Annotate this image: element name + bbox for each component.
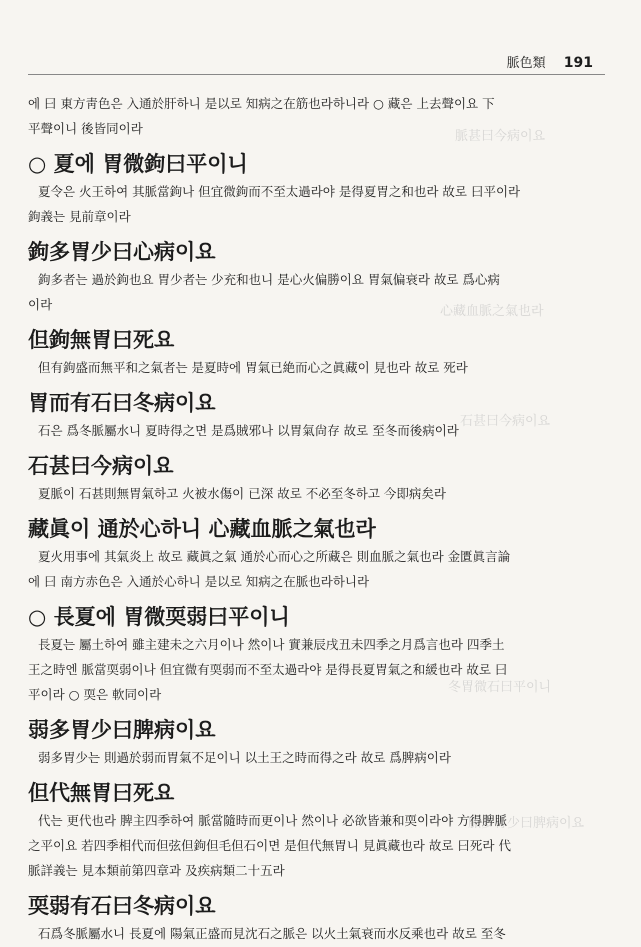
bleed-through-text: 心藏血脈之氣也라 <box>440 304 544 319</box>
bleed-through-text: 石甚曰今病이요 <box>460 414 551 429</box>
section-heading: ○ 長夏에 胃微耎弱曰平이니 <box>28 604 290 629</box>
section-heading: 耎弱有石曰冬病이요 <box>28 893 216 918</box>
commentary-line: 弱多胃少는 則過於弱而胃氣不足이니 以土王之時而得之라 故로 爲脾病이라 <box>38 750 451 765</box>
commentary-line: 但有鉤盛而無平和之氣者는 是夏時에 胃氣已絶而心之眞藏이 見也라 故로 死라 <box>38 360 468 375</box>
section-heading: 胃而有石曰冬病이요 <box>28 390 216 415</box>
commentary-line: 石은 爲冬脈屬水니 夏時得之면 是爲賊邪나 以胃氣尙存 故로 至冬而後病이라 <box>38 423 459 438</box>
commentary-line: 鉤義는 見前章이라 <box>28 209 131 224</box>
section-heading: 石甚曰今病이요 <box>28 453 174 478</box>
commentary-line: 夏火用事에 其氣炎上 故로 藏眞之氣 通於心而心之所藏은 則血脈之氣也라 金匱眞言論 <box>38 549 511 564</box>
commentary-line: 鉤多者는 過於鉤也요 胃少者는 少充和也니 是心火偏勝이요 胃氣偏衰라 故로 爲心病 <box>38 272 500 287</box>
section-heading: 但代無胃曰死요 <box>28 780 175 805</box>
bleed-through-text: 冬胃微石曰平이니 <box>448 680 552 695</box>
commentary-line: 之平이요 若四季相代而但弦但鉤但毛但石이면 是但代無胃니 見眞藏也라 故로 曰死라 代 <box>28 838 511 853</box>
body-line: 平聲이니 後皆同이라 <box>28 121 143 136</box>
header-rule <box>28 74 605 75</box>
body-line: 에 曰 東方靑色은 入通於肝하니 是以로 知病之在筋也라하니라 ○ 藏은 上去聲이요 下 <box>28 96 495 111</box>
running-section-title: 脈色類 <box>506 56 546 71</box>
page-body <box>28 92 608 947</box>
bleed-through-text: 脈甚曰今病이요 <box>455 129 546 144</box>
commentary-line: 石爲冬脈屬水니 長夏에 陽氣正盛而見沈石之脈은 以火土氣衰而水反乘也라 故로 至冬 <box>38 926 506 941</box>
section-heading: 但鉤無胃曰死요 <box>28 327 175 352</box>
commentary-line: 이라 <box>28 297 53 312</box>
commentary-line: 脈詳義는 見本類前第四章과 及疾病類二十五라 <box>28 863 285 878</box>
section-heading: 弱多胃少曰脾病이요 <box>28 717 216 742</box>
commentary-line: 代는 更代也라 脾主四季하여 脈當隨時而更이나 然이나 必欲皆兼和耎이라야 方得脾脈 <box>38 813 508 828</box>
section-heading: ○ 夏에 胃微鉤曰平이니 <box>28 151 248 176</box>
page-header <box>507 52 593 71</box>
commentary-line: 夏脈이 石甚則無胃氣하고 火被水傷이 已深 故로 不必至冬하고 今即病矣라 <box>38 486 446 501</box>
commentary-line: 長夏는 屬土하여 雖主建未之六月이나 然이나 實兼辰戌丑未四季之月爲言也라 四季土 <box>38 637 505 652</box>
commentary-line: 에 曰 南方赤色은 入通於心하니 是以로 知病之在脈也라하니라 <box>28 574 370 589</box>
bleed-through-text: 脈多胃少曰脾病이요 <box>468 816 585 831</box>
commentary-line: 王之時엔 脈當耎弱이나 但宜微有耎弱而不至太過라야 是得長夏胃氣之和緩也라 故로 曰 <box>28 662 508 677</box>
commentary-line: 平이라 ○ 耎은 軟同이라 <box>28 687 162 702</box>
page-number: 191 <box>563 55 593 71</box>
commentary-line: 夏令은 火王하여 其脈當鉤나 但宜微鉤而不至太過라야 是得夏胃之和也라 故로 曰平이라 <box>38 184 521 199</box>
section-heading: 藏眞이 通於心하니 心藏血脈之氣也라 <box>28 516 376 541</box>
section-heading: 鉤多胃少曰心病이요 <box>28 239 216 264</box>
